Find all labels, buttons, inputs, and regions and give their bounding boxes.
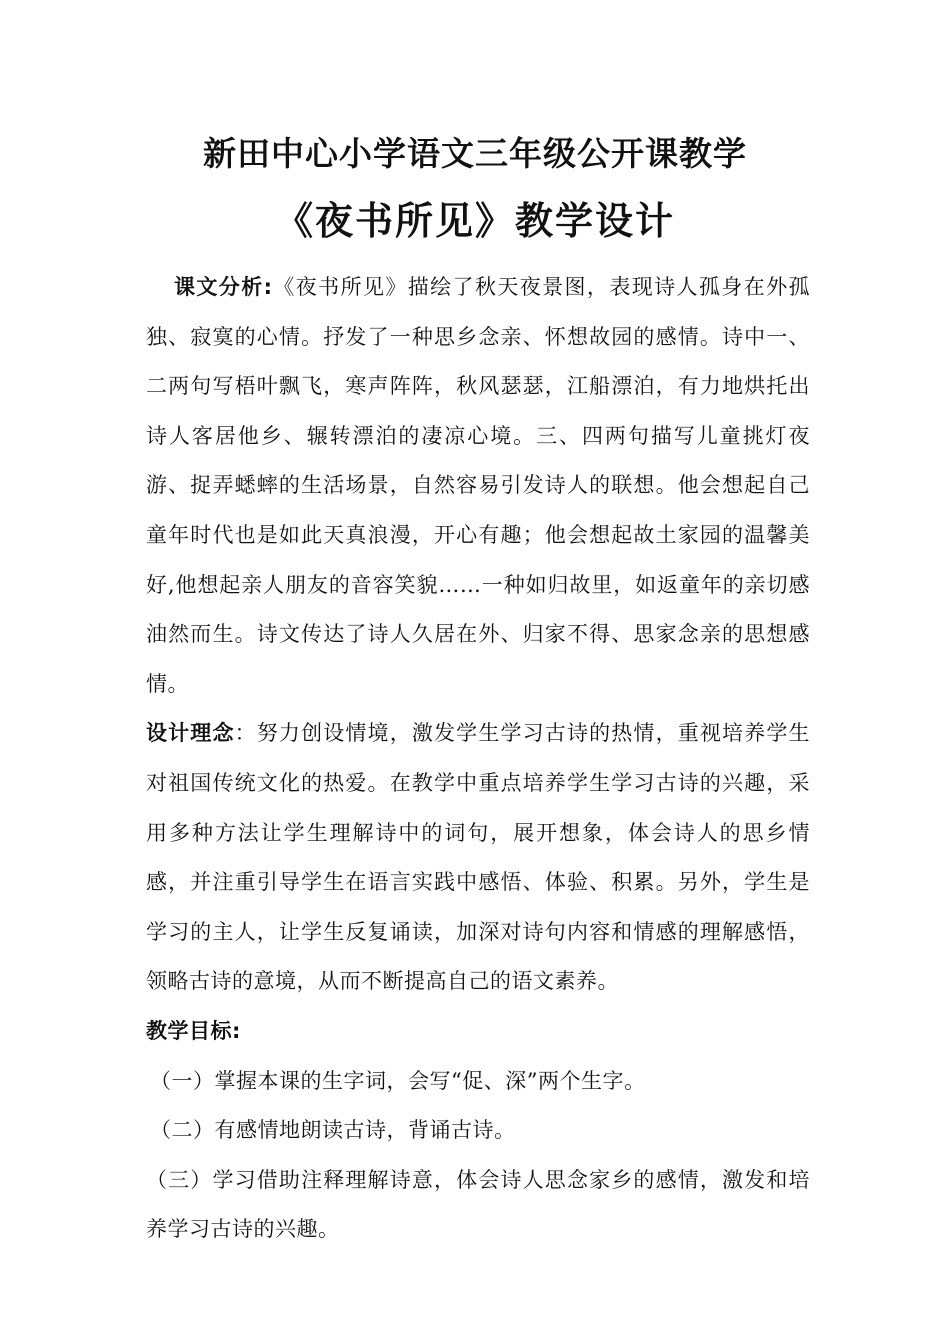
objectives-heading: 教学目标: xyxy=(146,1018,241,1043)
objective-item-2: （二）有感情地朗读古诗，背诵古诗。 xyxy=(150,1118,516,1143)
concept-label: 设计理念 xyxy=(146,721,235,746)
document-title-line2: 《夜书所见》教学设计 xyxy=(274,199,675,243)
concept-text: ：努力创设情境，激发学生学习古诗的热情，重视培养学生对祖国传统文化的热爱。在教学中重点培养学生学习古诗的兴趣，采用多种方法让学生理解诗中的词句，展开想象，体会诗人的思乡情感，并注重引导学生在语言实践中感悟、体验、积累。另外，学生是学习的主人，让学生反复诵读，加深对诗句内容和情感的理解感悟，领略古诗的意境，从而不断提高自己的语文素养。 xyxy=(146,721,811,994)
concept-paragraph xyxy=(146,709,810,1007)
document-body xyxy=(146,263,810,1255)
document-title-line1: 新田中心小学语文三年级公开课教学 xyxy=(203,134,747,173)
analysis-text: 《夜书所见》描绘了秋天夜景图，表现诗人孤身在外孤独、寂寞的心情。抒发了一种思乡念亲、怀想故园的感情。诗中一、二两句写梧叶飘飞，寒声阵阵，秋风瑟瑟，江船漂泊，有力地烘托出诗人客居他乡、辗转漂泊的凄凉心境。三、四两句描写儿童挑灯夜游、捉弄蟋蟀的生活场景，自然容易引发诗人的联想。他会想起自己童年时代也是如此天真浪漫，开心有趣；他会想起故土家园的温馨美好,他想起亲人朋友的音容笑貌……一种如归故里，如返童年的亲切感油然而生。诗文传达了诗人久居在外、归家不得、思家念亲的思想感情。 xyxy=(146,275,810,696)
analysis-label: 课文分析: xyxy=(174,275,273,299)
objective-item-3: （三）学习借助注释理解诗意，体会诗人思念家乡的感情，激发和培养学习古诗的兴趣。 xyxy=(146,1167,810,1242)
analysis-paragraph xyxy=(146,263,810,709)
objective-item-1: （一）掌握本课的生字词，会写“促、深”两个生字。 xyxy=(150,1068,646,1093)
